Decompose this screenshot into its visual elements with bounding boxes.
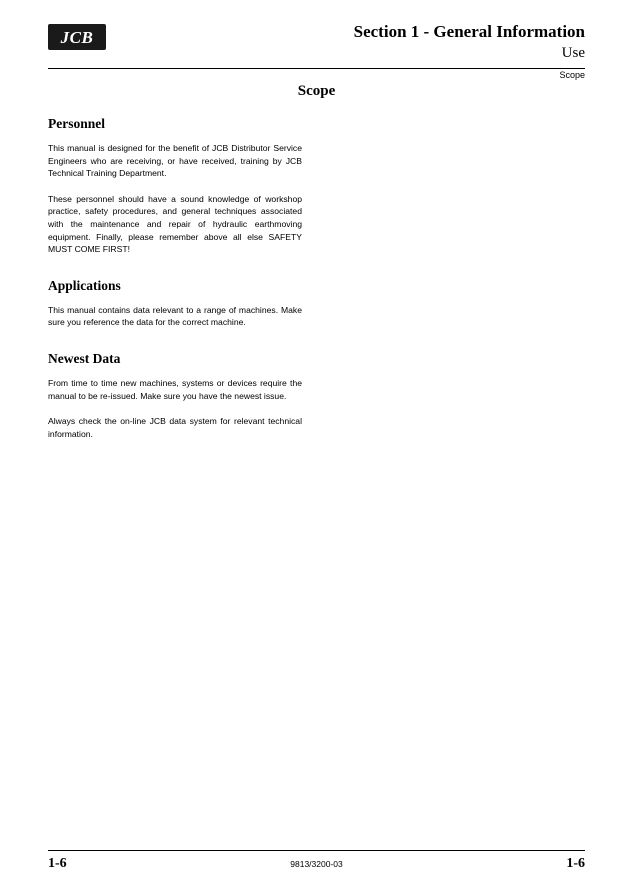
section-title: Section 1 - General Information [353, 22, 585, 41]
header-titles [106, 22, 585, 62]
document-body [48, 116, 302, 440]
header-caption: Scope [559, 70, 585, 80]
paragraph-personnel-2: These personnel should have a sound knowledge of workshop practice, safety procedures, and general techniques associated with the maintenance and repair of hydraulic earthmoving equipment. Finally, please remember above all else SAFETY MUST COME FIRST! [48, 193, 302, 255]
page-title: Scope [297, 83, 336, 99]
page-header [48, 22, 585, 62]
heading-applications: Applications [48, 277, 121, 293]
header-row [48, 22, 585, 62]
paragraph-newest-data-2: Always check the on-line JCB data system for relevant technical information. [48, 416, 302, 439]
section-subtitle: Use [561, 45, 585, 61]
paragraph-personnel-1: This manual is designed for the benefit of JCB Distributor Service Engineers who are receiving, or have received, training by JCB Technical Training Department. [48, 143, 302, 179]
page-number-left: 1-6 [48, 856, 67, 871]
document-code: 9813/3200-03 [290, 859, 343, 869]
jcb-logo-text: JCB [60, 27, 94, 47]
header-divider [48, 68, 585, 69]
footer-divider [48, 850, 585, 851]
paragraph-applications-1: This manual contains data relevant to a range of machines. Make sure you reference the data for the correct machine. [48, 304, 302, 328]
page-number-right: 1-6 [566, 856, 585, 871]
jcb-logo [48, 24, 106, 50]
page-footer [48, 856, 585, 872]
heading-newest-data: Newest Data [48, 350, 121, 366]
heading-personnel: Personnel [48, 116, 105, 131]
paragraph-newest-data-1: From time to time new machines, systems or devices require the manual to be re-issued. Make sure you have the newest issue. [48, 377, 302, 401]
